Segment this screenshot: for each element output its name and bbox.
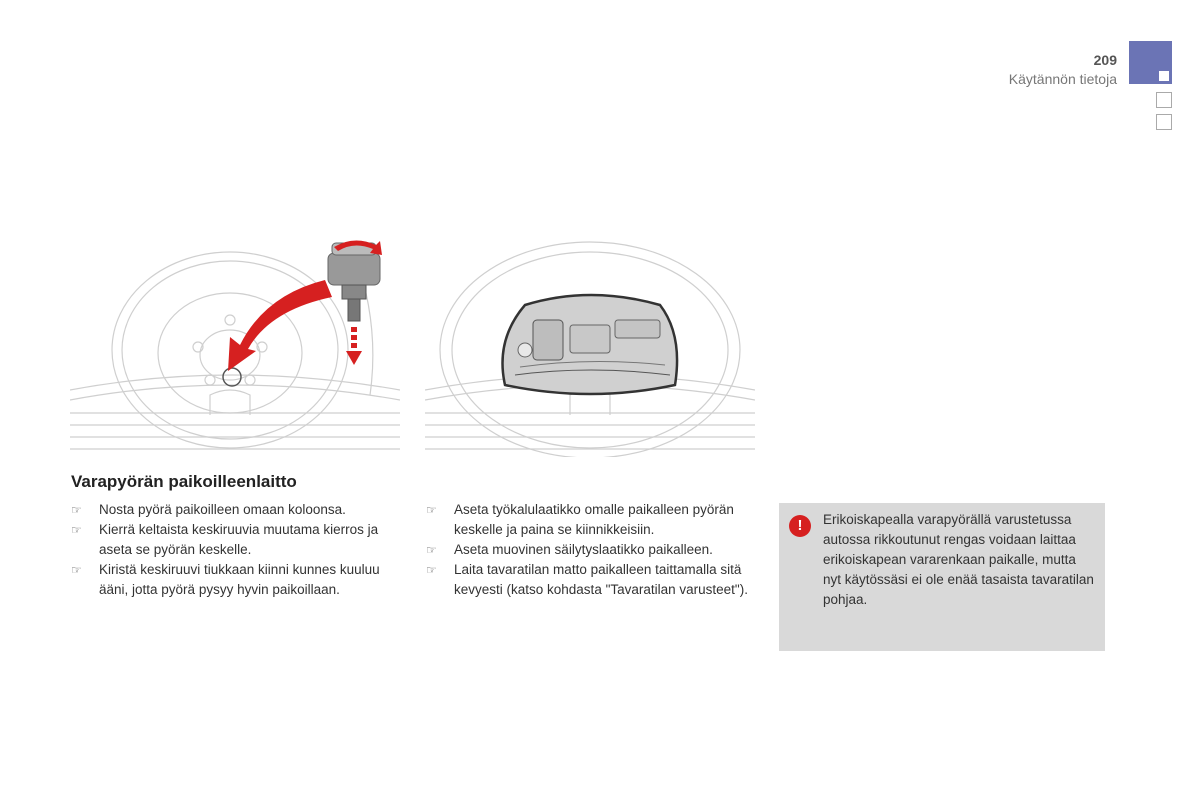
toolbox-icon [503,295,678,394]
list-item: ☞ Kiristä keskiruuvi tiukkaan kiinni kunnes kuuluu ääni, jotta pyörä pysyy hyvin paikoillaan. [71,562,380,597]
pointing-hand-icon: ☞ [426,503,437,517]
right-steps-list [426,500,756,600]
section-title: Varapyörän paikoilleenlaitto [71,472,297,491]
wheel-diagram [70,225,400,457]
toolbox-diagram [425,225,755,457]
spare-wheel-screw-illustration [70,225,400,457]
list-item: ☞ Kierrä keltaista keskiruuvia muutama kierros ja aseta se pyörän keskelle. [71,522,379,557]
section-name: Käytännön tietoja [1008,71,1117,87]
list-item: ☞ Aseta muovinen säilytyslaatikko paikalleen. [426,540,756,560]
active-tab-marker-icon [1159,71,1169,81]
center-screw-icon [328,243,380,321]
pointing-hand-icon: ☞ [426,563,437,577]
toolbox-illustration [425,225,755,457]
chapter-tab-active[interactable] [1129,41,1172,84]
warning-text: Erikoiskapealla varapyörällä varustetussa autossa rikkoutunut rengas voidaan laittaa erikoiskapean vararenkaan paikalle, mutta nyt käytössäsi ei ole enää tasaista tavaratilan pohjaa. [823,512,1094,607]
list-item: ☞ Nosta pyörä paikoilleen omaan koloonsa. [71,500,401,520]
pointing-hand-icon: ☞ [426,543,437,557]
list-item: ☞ Aseta työkalulaatikko omalle paikalleen pyörän keskelle ja paina se kiinnikkeisiin. [426,502,734,537]
list-item: ☞ Laita tavaratilan matto paikalleen taittamalla sitä kevyesti (katso kohdasta "Tavaratilan varusteet"). [426,562,748,597]
warning-box [779,503,1105,651]
warning-icon: ! [789,515,811,537]
screw-position-icon [223,368,241,386]
chapter-tab[interactable] [1156,114,1172,130]
left-steps-list [71,500,401,600]
chapter-tab[interactable] [1156,92,1172,108]
pointing-hand-icon: ☞ [71,523,82,537]
pointing-hand-icon: ☞ [71,503,82,517]
page-number: 209 [1093,52,1117,68]
pointing-hand-icon: ☞ [71,563,82,577]
